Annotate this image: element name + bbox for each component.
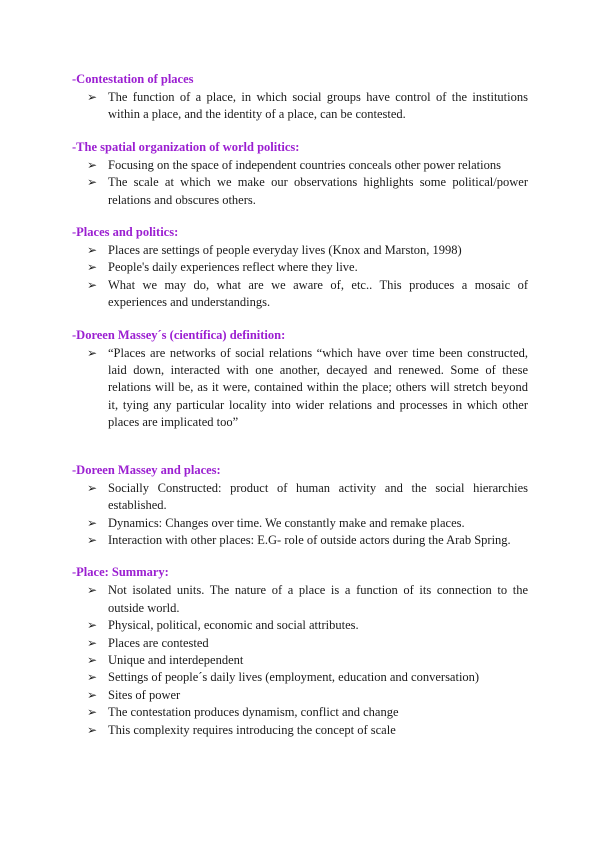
spacer	[72, 432, 528, 462]
section-massey-definition	[72, 327, 528, 432]
arrow-bullet-icon: ➢	[87, 175, 98, 190]
arrow-bullet-icon: ➢	[87, 157, 98, 172]
section-heading: -Doreen Massey´s (científica) definition:	[72, 327, 286, 342]
bullet-text: Interaction with other places: E.G- role of outside actors during the Arab Spring.	[108, 532, 511, 547]
bullet-text: Unique and interdependent	[108, 652, 244, 667]
bullet-list	[72, 480, 528, 550]
arrow-bullet-icon: ➢	[87, 532, 98, 547]
arrow-bullet-icon: ➢	[87, 687, 98, 702]
arrow-bullet-icon: ➢	[87, 243, 98, 258]
bullet-text: Physical, political, economic and social attributes.	[108, 618, 359, 633]
bullet-item	[72, 669, 528, 686]
bullet-list	[72, 242, 528, 312]
section-place-summary	[72, 564, 528, 739]
arrow-bullet-icon: ➢	[87, 90, 98, 104]
arrow-bullet-icon: ➢	[87, 260, 98, 275]
spacer	[72, 549, 528, 564]
bullet-text: People's daily experiences reflect where they live.	[108, 260, 358, 275]
arrow-bullet-icon: ➢	[87, 480, 98, 495]
section-heading: -Places and politics:	[72, 225, 179, 240]
bullet-item	[72, 704, 528, 721]
bullet-item	[72, 515, 528, 532]
bullet-text: The scale at which we make our observations highlights some political/power relations and obscures others.	[108, 175, 528, 207]
section-spatial-organization	[72, 139, 528, 209]
bullet-text: Sites of power	[108, 687, 181, 702]
bullet-item	[72, 89, 528, 124]
bullet-list	[72, 582, 528, 739]
bullet-item	[72, 582, 528, 617]
bullet-text: What we may do, what are we aware of, etc.. This produces a mosaic of experiences and understandings.	[108, 277, 528, 310]
spacer	[72, 312, 528, 327]
bullet-item	[72, 652, 528, 669]
bullet-item	[72, 722, 528, 739]
section-places-and-politics	[72, 224, 528, 312]
bullet-item	[72, 480, 528, 515]
bullet-item	[72, 157, 528, 174]
bullet-text: Dynamics: Changes over time. We constantly make and remake places.	[108, 515, 465, 530]
bullet-item	[72, 242, 528, 259]
bullet-text: Settings of people´s daily lives (employment, education and conversation)	[108, 670, 480, 685]
spacer	[72, 124, 528, 139]
arrow-bullet-icon: ➢	[87, 583, 98, 598]
section-contestation-of-places	[72, 71, 528, 124]
bullet-text: Focusing on the space of independent countries conceals other power relations	[108, 157, 501, 172]
bullet-text: Socially Constructed: product of human activity and the social hierarchies established.	[108, 480, 528, 513]
spacer	[72, 209, 528, 224]
arrow-bullet-icon: ➢	[87, 635, 98, 650]
arrow-bullet-icon: ➢	[87, 705, 98, 720]
arrow-bullet-icon: ➢	[87, 722, 98, 737]
section-heading: -Contestation of places	[72, 72, 194, 86]
arrow-bullet-icon: ➢	[87, 515, 98, 530]
bullet-item	[72, 617, 528, 634]
arrow-bullet-icon: ➢	[87, 345, 98, 360]
bullet-text: Places are settings of people everyday lives (Knox and Marston, 1998)	[108, 243, 462, 258]
bullet-item	[72, 635, 528, 652]
bullet-item	[72, 277, 528, 312]
bullet-text: Places are contested	[108, 635, 209, 650]
bullet-text: The contestation produces dynamism, conflict and change	[108, 705, 399, 720]
section-heading: -The spatial organization of world politics:	[72, 139, 300, 154]
section-heading: -Doreen Massey and places:	[72, 462, 221, 477]
section-heading: -Place: Summary:	[72, 565, 169, 580]
bullet-list	[72, 157, 528, 209]
arrow-bullet-icon: ➢	[87, 618, 98, 633]
bullet-list	[72, 89, 528, 124]
bullet-item	[72, 687, 528, 704]
section-massey-and-places	[72, 462, 528, 550]
bullet-text: The function of a place, in which social groups have control of the institutions within a place, and the identity of a place, can be contested.	[108, 90, 528, 122]
bullet-item	[72, 345, 528, 432]
bullet-text: This complexity requires introducing the concept of scale	[108, 722, 396, 737]
arrow-bullet-icon: ➢	[87, 670, 98, 685]
arrow-bullet-icon: ➢	[87, 277, 98, 292]
bullet-item	[72, 174, 528, 209]
bullet-text: “Places are networks of social relations “which have over time been constructed, laid down, interacted with one another, decayed and renewed. Some of these relations will be, as it were, contained within the place; others will stretch beyond it, tying any particular locality into wider relations and processes in which other places are implicated too”	[108, 345, 528, 430]
bullet-list	[72, 345, 528, 432]
bullet-text: Not isolated units. The nature of a place is a function of its connection to the outside world.	[108, 583, 528, 615]
arrow-bullet-icon: ➢	[87, 652, 98, 667]
bullet-item	[72, 259, 528, 276]
bullet-item	[72, 532, 528, 549]
